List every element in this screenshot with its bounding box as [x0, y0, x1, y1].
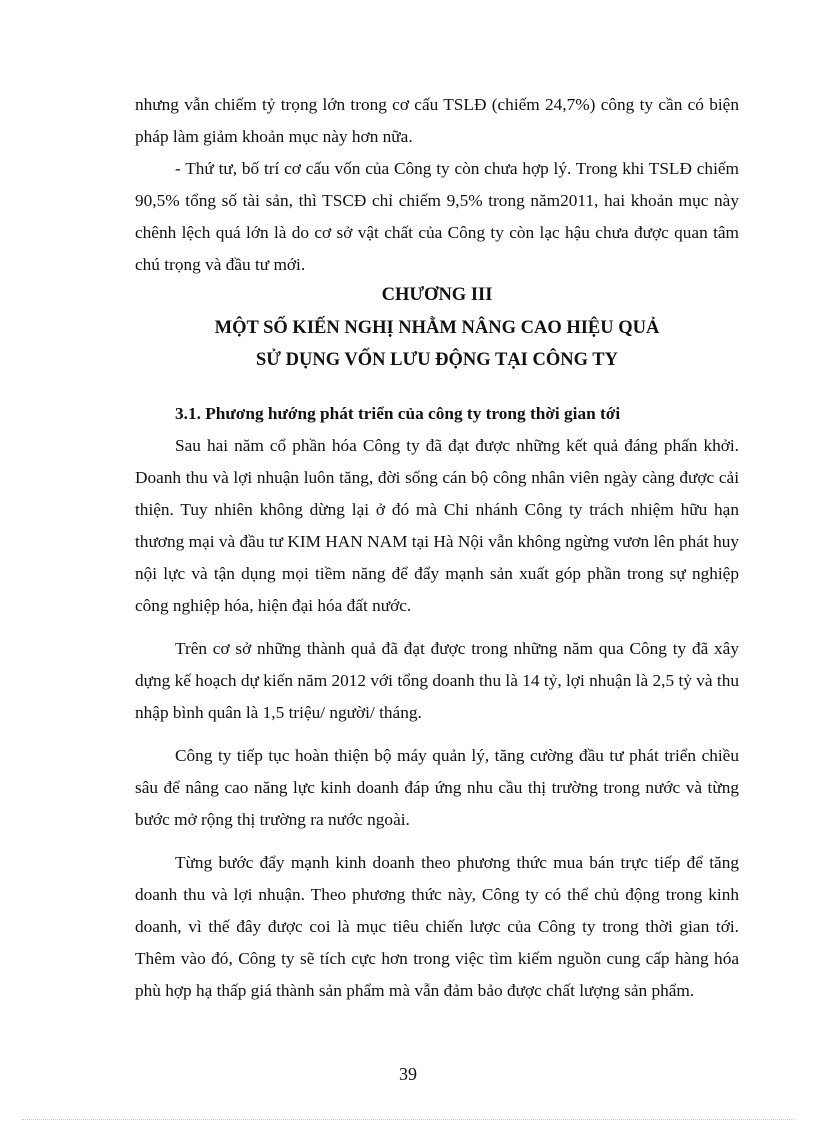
page-number: 39: [399, 1064, 417, 1084]
body-text: [135, 430, 739, 1007]
chapter-title-line-2: SỬ DỤNG VỐN LƯU ĐỘNG TẠI CÔNG TY: [256, 350, 618, 370]
paragraph-continuation: nhưng vẫn chiếm tỷ trọng lớn trong cơ cấu TSLĐ (chiếm 24,7%) công ty cần có biện pháp làm giảm khoản mục này hơn nữa.: [135, 95, 739, 146]
body-paragraph: Từng bước đẩy mạnh kinh doanh theo phương thức mua bán trực tiếp để tăng doanh thu và lợi nhuận. Theo phương thức này, Công ty có thể chủ động trong kinh doanh, vì thế đây được coi là mục tiêu chiến lược của Công ty trong thời gian tới. Thêm vào đó, Công ty sẽ tích cực hơn trong việc tìm kiếm nguồn cung cấp hàng hóa phù hợp hạ thấp giá thành sản phẩm mà vẫn đảm bảo được chất lượng sản phẩm.: [135, 853, 739, 1000]
body-paragraph: Trên cơ sở những thành quả đã đạt được trong những năm qua Công ty đã xây dựng kế hoạch dự kiến năm 2012 với tổng doanh thu là 14 tỷ, lợi nhuận là 2,5 tỷ và thu nhập bình quân là 1,5 triệu/ người/ tháng.: [135, 639, 739, 722]
chapter-label: CHƯƠNG III: [381, 285, 493, 305]
paragraph-fourth-point: - Thứ tư, bố trí cơ cấu vốn của Công ty còn chưa hợp lý. Trong khi TSLĐ chiếm 90,5% tổng số tài sản, thì TSCĐ chỉ chiếm 9,5% trong năm2011, hai khoản mục này chênh lệch quá lớn là do cơ sở vật chất của Công ty còn lạc hậu chưa được quan tâm chú trọng và đầu tư mới.: [135, 159, 739, 274]
body-paragraph: Công ty tiếp tục hoàn thiện bộ máy quản lý, tăng cường đầu tư phát triển chiều sâu để nâng cao năng lực kinh doanh đáp ứng nhu cầu thị trường trong nước và từng bước mở rộng thị trường ra nước ngoài.: [135, 746, 739, 829]
body-paragraph: Sau hai năm cổ phần hóa Công ty đã đạt được những kết quả đáng phấn khởi. Doanh thu và lợi nhuận luôn tăng, đời sống cán bộ công nhân viên ngày càng được cải thiện. Tuy nhiên không dừng lại ở đó mà Chi nhánh Công ty trách nhiệm hữu hạn thương mại và đầu tư KIM HAN NAM tại Hà Nội vẫn không ngừng vươn lên phát huy nội lực và tận dụng mọi tiềm năng để đẩy mạnh sản xuất góp phần trong sự nghiệp công nghiệp hóa, hiện đại hóa đất nước.: [135, 436, 739, 615]
page-bottom-divider: [22, 1119, 794, 1120]
chapter-title-line-1: MỘT SỐ KIẾN NGHỊ NHẰM NÂNG CAO HIỆU QUẢ: [214, 318, 660, 338]
intro-text: [135, 89, 739, 281]
section-heading: 3.1. Phương hướng phát triển của công ty trong thời gian tới: [175, 404, 621, 423]
